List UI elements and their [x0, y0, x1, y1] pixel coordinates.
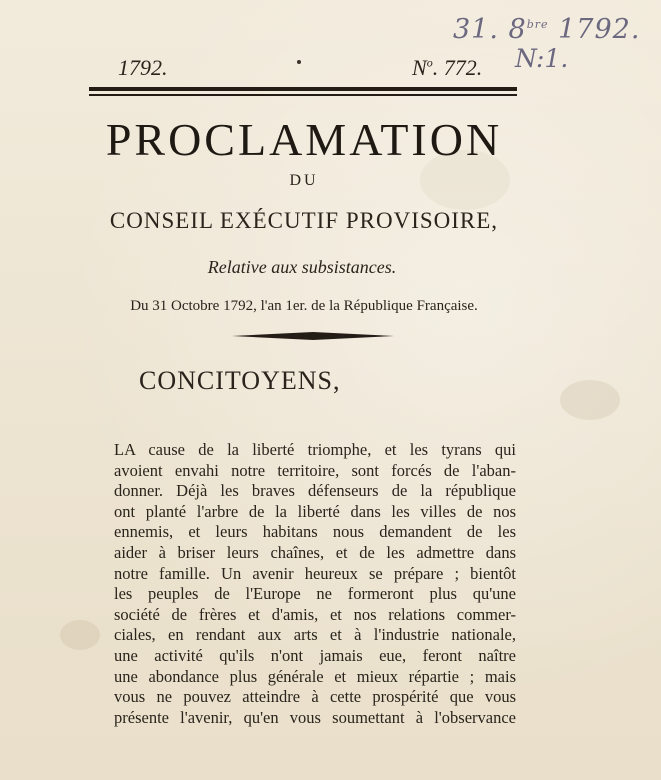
- subject-line: Relative aux subsistances.: [207, 257, 397, 277]
- body-line: les peuples de l'Europe ne formeront plus qu'une: [114, 584, 516, 604]
- header-rule-thick: [89, 87, 517, 91]
- handwritten-date-year: 1792.: [558, 14, 641, 45]
- body-line: aider à briser leurs chaînes, et de les admettre dans: [114, 542, 516, 562]
- issuing-body: CONSEIL EXÉCUTIF PROVISOIRE,: [109, 208, 499, 233]
- handwritten-number: N:1.: [515, 44, 569, 73]
- body-line: société de frères et d'amis, et nos relations commer-: [114, 604, 516, 624]
- body-text: [114, 440, 516, 728]
- header-year: 1792.: [118, 55, 168, 80]
- ornament-divider: [232, 330, 394, 342]
- header-dot: [297, 60, 301, 64]
- body-line: une abondance plus générale et mieux répartie ; mais: [114, 666, 516, 686]
- handwritten-date-day: 31. 8: [453, 14, 527, 45]
- body-line: ont planté l'arbre de la liberté dans les villes de nos: [114, 501, 516, 521]
- body-line: vous ne pouvez atteindre à cette prospérité que vous: [114, 687, 516, 707]
- body-line: ennemis, et leurs habitans nous demandent de les: [114, 522, 516, 542]
- header-number-sup: o: [426, 55, 433, 70]
- header-number: [412, 55, 482, 81]
- header-number-prefix: N: [412, 55, 427, 80]
- handwritten-date: [453, 14, 640, 45]
- date-line: Du 31 Octobre 1792, l'an 1er. de la République Française.: [130, 298, 478, 314]
- proclamation-title: PROCLAMATION: [105, 114, 503, 165]
- header-rule-thin: [89, 94, 517, 96]
- paper-stain: [60, 620, 100, 650]
- body-line: LA cause de la liberté triomphe, et les tyrans qui: [114, 440, 516, 459]
- body-line: ciales, en rendant aux arts et à l'industrie nationale,: [114, 625, 516, 645]
- body-line: une activité qu'ils n'ont jamais eue, feront naître: [114, 645, 516, 665]
- body-line: donner. Déjà les braves défenseurs de la république: [114, 481, 516, 501]
- body-line: avoient envahi notre territoire, sont forcés de l'aban-: [114, 460, 516, 480]
- salutation: CONCITOYENS,: [139, 366, 341, 395]
- body-line: notre famille. Un avenir heureux se prépare ; bientôt: [114, 563, 516, 583]
- body-line: présente l'avenir, qu'en vous soumettant à l'observance: [114, 707, 516, 727]
- paper-stain: [560, 380, 620, 420]
- header-number-value: . 772.: [432, 55, 483, 80]
- title-du: DU: [289, 172, 319, 189]
- handwritten-date-sup: bre: [526, 18, 549, 31]
